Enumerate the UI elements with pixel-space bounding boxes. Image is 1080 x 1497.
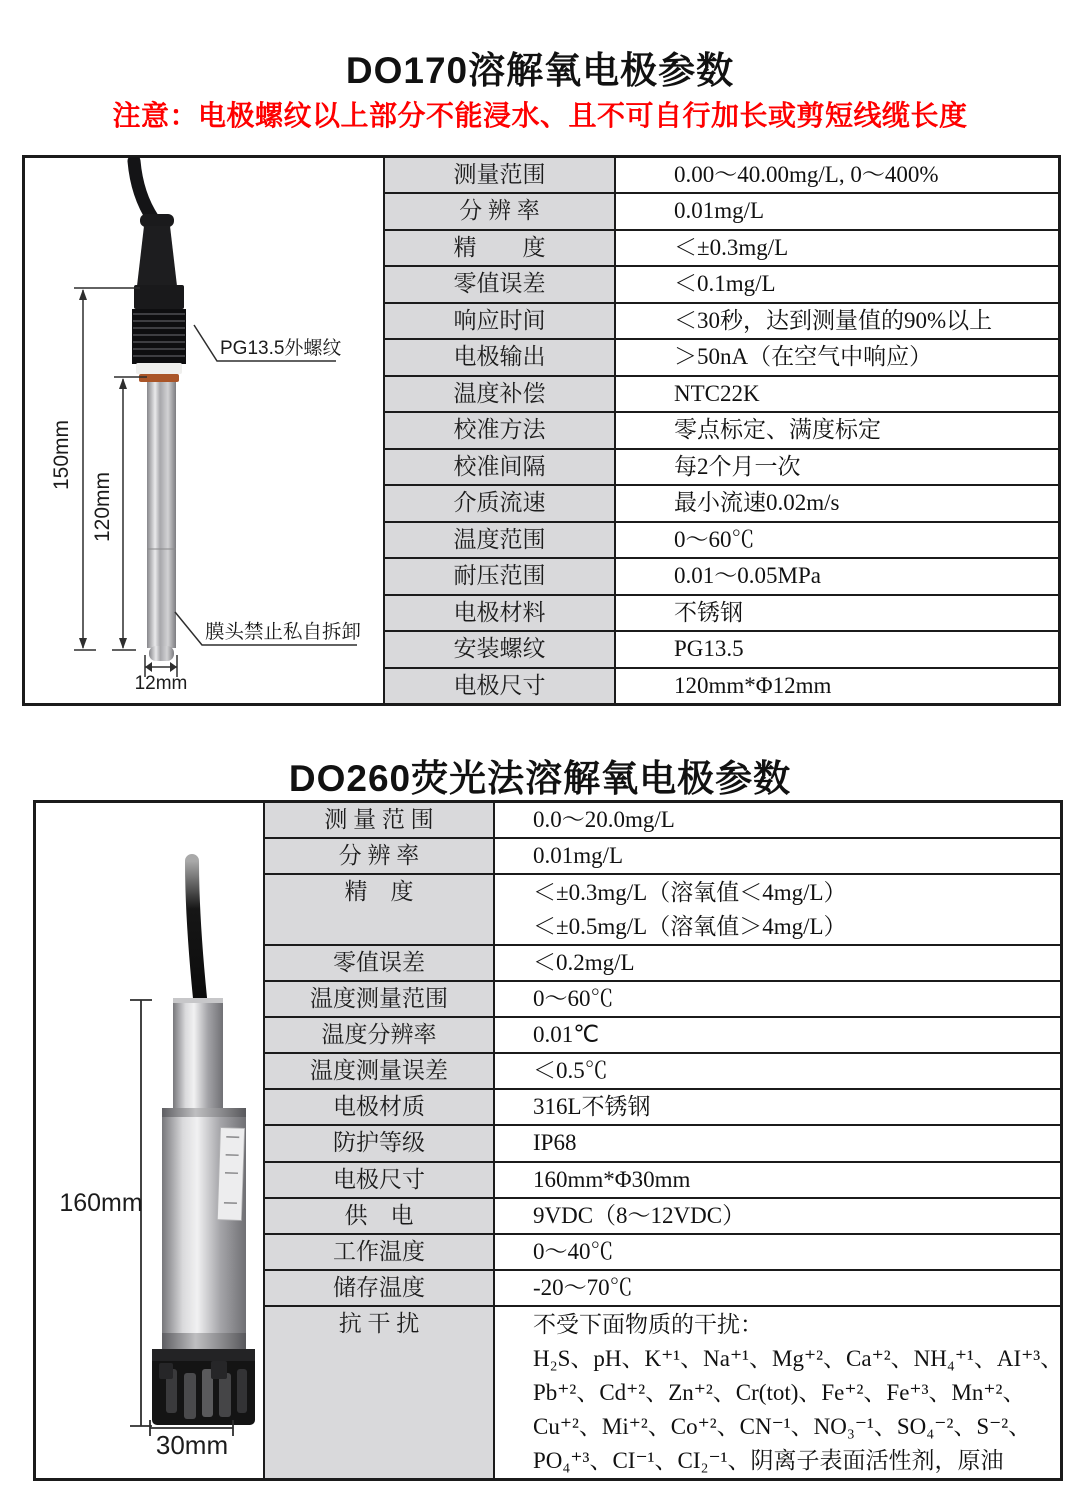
dim-150mm-arrow-bottom [79,638,87,649]
spec-value: 0～40℃ [533,1238,614,1264]
dim-12mm-arrow-right [170,662,177,672]
spec-label: 储存温度 [265,1271,495,1305]
spec-label: 分 辨 率 [265,839,495,873]
spec-row [265,873,1063,943]
membrane-callout-label: 膜头禁止私自拆卸 [205,621,362,643]
spec-value: 不锈钢 [674,599,743,625]
spec-row [265,1052,1063,1088]
spec-label: 温度补偿 [385,377,616,411]
thread-section [132,309,186,364]
spec-value: 零点标定、满度标定 [674,417,881,443]
spec-row [385,521,1058,557]
spec-row [265,803,1063,837]
steel-shaft [147,382,176,661]
spec-row [265,1233,1063,1269]
spec-value: 0.01～0.05MPa [674,563,821,589]
spec-value: 316L不锈钢 [533,1094,651,1120]
spec-label: 校准方法 [385,413,616,447]
spec-value: 0.00～40.00mg/L, 0～400% [674,162,939,187]
spec-row [265,1197,1063,1233]
dim-120mm-label: 120mm [91,471,114,543]
spec-row [385,594,1058,630]
spec-row [385,192,1058,228]
do170-spec-rows [385,158,1058,703]
spec-label: 测量范围 [385,158,616,192]
spec-row [385,375,1058,411]
spec-row [385,411,1058,447]
spec-value: 0～60℃ [674,526,755,552]
spec-label: 零值误差 [385,267,616,301]
spec-value: IP68 [533,1130,577,1156]
spec-value: -20～70℃ [533,1275,633,1301]
spec-row [265,1124,1063,1160]
dim-12mm-arrow-left [145,662,152,672]
spec-value: 最小流速0.02m/s [674,490,840,516]
spec-value: ＞50nA（在空气中响应） [674,344,933,370]
spec-row [385,229,1058,265]
spec-label: 防护等级 [265,1126,495,1160]
spec-value: 每2个月一次 [674,453,801,479]
dim-120mm-arrow-top [119,378,127,389]
spec-value: ＜0.5℃ [533,1058,608,1084]
spec-value-line: H₂S、pH、K⁺¹、Na⁺¹、Mg⁺²、Ca⁺²、NH₄⁺¹、AI⁺³、 [533,1345,1064,1371]
spec-value: 9VDC（8～12VDC） [533,1202,746,1228]
spec-row [265,1016,1063,1052]
spec-value-line: Pb⁺²、Cd⁺²、Zn⁺²、Cr(tot)、Fe⁺²、Fe⁺³、Mn⁺²、 [533,1380,1026,1406]
protective-cage [152,1349,255,1425]
body-bottom-seam [162,1333,246,1349]
dim-30mm-label: 30mm [155,1430,229,1460]
spec-row [265,1305,1063,1478]
spec-label: 电极材质 [265,1090,495,1124]
do170-electrode-diagram [24,157,380,703]
body-label-sticker [217,1128,244,1221]
thread-callout-label: PG13.5外螺纹 [220,338,342,359]
spec-value: 160mm*Φ30mm [533,1166,691,1192]
warning-note: 注意：电极螺纹以上部分不能浸水、且不可自行加长或剪短线缆长度 [112,100,968,131]
dim-160mm-label: 160mm [59,1189,143,1217]
dim-150mm-label: 150mm [50,419,73,491]
white-ring [136,363,182,374]
spec-label: 温度测量误差 [265,1054,495,1088]
spec-value: NTC22K [674,380,760,406]
spec-label: 安装螺纹 [385,632,616,666]
do260-electrode-diagram [35,803,261,1477]
spec-row [385,667,1058,703]
do260-title: DO260荧光法溶解氧电极参数 [288,758,792,799]
spec-value: ＜0.1mg/L [674,271,776,297]
spec-label: 温度分辨率 [265,1018,495,1052]
spec-row [385,302,1058,338]
spec-value: ＜±0.3mg/L [674,234,789,260]
cable [192,861,200,998]
spec-label: 抗 干 扰 [265,1307,495,1478]
spec-value: 0.01mg/L [533,843,624,869]
spec-label: 供 电 [265,1199,495,1233]
spec-value: 0.01℃ [533,1021,600,1047]
spec-label: 零值误差 [265,946,495,980]
spec-row [385,557,1058,593]
top-cylinder [173,998,223,1110]
spec-value [495,875,1063,943]
spec-value: ＜0.2mg/L [533,949,635,975]
spec-label: 电极尺寸 [385,669,616,703]
spec-row [385,338,1058,374]
spec-row [385,630,1058,666]
spec-label: 测 量 范 围 [265,803,495,837]
spec-label: 响应时间 [385,304,616,338]
spec-label: 介质流速 [385,486,616,520]
spec-label: 电极输出 [385,340,616,374]
spec-label: 电极材料 [385,596,616,630]
cable [134,161,153,219]
spec-row [385,158,1058,192]
spec-value: 0～60℃ [533,985,614,1011]
spec-label: 分 辨 率 [385,194,616,228]
spec-value-line: ＜±0.3mg/L（溶氧值＜4mg/L） [533,879,847,905]
spec-row [265,1269,1063,1305]
spec-row [265,980,1063,1016]
orange-ring [139,374,179,382]
spec-row [265,837,1063,873]
connector-neck [137,226,177,286]
spec-value: ＜30秒，达到测量值的90%以上 [674,307,993,333]
spec-label: 精 度 [265,875,495,943]
do260-spec-rows [265,803,1063,1478]
spec-label: 电极尺寸 [265,1163,495,1197]
spec-row [385,265,1058,301]
do170-title: DO170溶解氧电极参数 [345,50,735,91]
spec-value-line: PO₄⁺³、CI⁻¹、CI₂⁻¹、阴离子表面活性剂，原油 [533,1448,1004,1474]
spec-label: 精 度 [385,231,616,265]
connector-body [134,285,184,309]
spec-row [265,944,1063,980]
spec-value-line: Cu⁺²、Mi⁺²、Co⁺²、CN⁻¹、NO₃⁻¹、SO₄⁻²、S⁻²、 [533,1414,1032,1440]
spec-label: 温度测量范围 [265,982,495,1016]
dim-12mm-label: 12mm [134,673,188,694]
dim-120mm-lines [112,377,147,650]
spec-value: 0.01mg/L [674,198,765,224]
spec-row [385,484,1058,520]
spec-value [495,1307,1063,1478]
cable-collar [140,214,174,227]
spec-label: 耐压范围 [385,559,616,593]
top-cylinder-cap [173,998,223,1003]
spec-value-line: ＜±0.5mg/L（溶氧值＞4mg/L） [533,914,847,940]
spec-value: 0.0～20.0mg/L [533,807,675,832]
spec-label: 校准间隔 [385,450,616,484]
spec-row [265,1161,1063,1197]
spec-row [385,448,1058,484]
spec-label: 工作温度 [265,1235,495,1269]
spec-value: 120mm*Φ12mm [674,672,832,698]
dim-150mm-lines [74,288,140,650]
spec-value-line: 不受下面物质的干扰： [533,1311,763,1337]
spec-row [265,1088,1063,1124]
spec-value: PG13.5 [674,636,744,662]
dim-120mm-arrow-bottom [119,638,127,649]
spec-label: 温度范围 [385,523,616,557]
dim-150mm-arrow-top [79,289,87,300]
